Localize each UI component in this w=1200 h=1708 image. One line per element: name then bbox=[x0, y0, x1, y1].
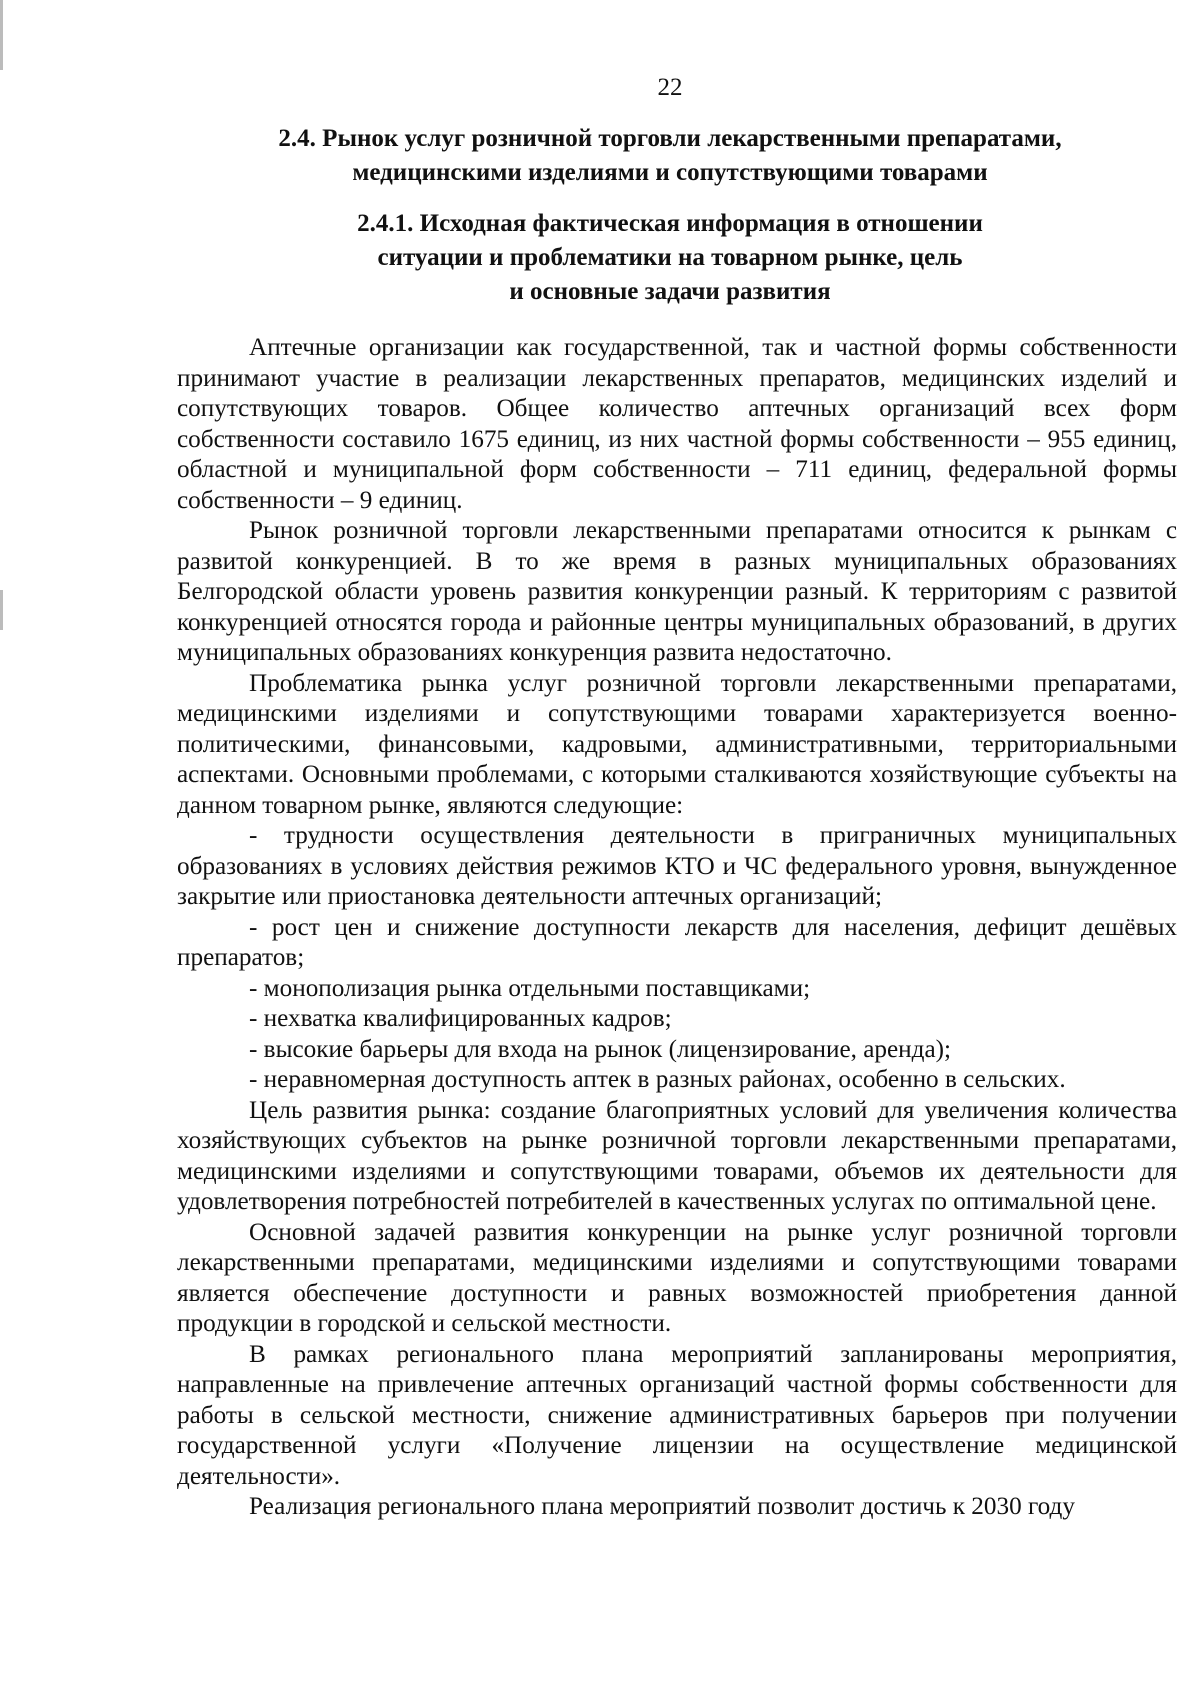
scan-edge-mark bbox=[0, 590, 3, 630]
paragraph: Основной задачей развития конкуренции на рынке услуг розничной торговли лекарственными препаратами, медицинскими изделиями и сопутствующими товарами является обеспечение доступности и равных возможностей приобретения данной продукции в городской и сельской местности. bbox=[177, 1218, 1177, 1337]
list-item: - нехватка квалифицированных кадров; bbox=[249, 1005, 672, 1032]
scan-edge-mark bbox=[0, 0, 3, 70]
section-title-line: 2.4. Рынок услуг розничной торговли лекарственными препаратами, bbox=[278, 125, 1062, 152]
paragraph: Проблематика рынка услуг розничной торговли лекарственными препаратами, медицинскими изделиями и сопутствующими товарами характеризуется военно-политическими, финансовыми, кадровыми, административными, территориальными аспектами. Основными проблемами, с которыми сталкиваются хозяйствующие субъекты на данном товарном рынке, являются следующие: bbox=[177, 669, 1177, 819]
paragraph: В рамках регионального плана мероприятий запланированы мероприятия, направленные на привлечение аптечных организаций частной формы собственности для работы в сельской местности, снижение административных барьеров при получении государственной услуги «Получение лицензии на осуществление медицинской деятельности». bbox=[177, 1340, 1177, 1490]
list-item: - неравномерная доступность аптек в разных районах, особенно в сельских. bbox=[249, 1066, 1066, 1093]
page-number: 22 bbox=[657, 74, 683, 101]
body-text bbox=[177, 333, 1177, 1523]
section-title-line: медицинскими изделиями и сопутствующими товарами bbox=[352, 159, 988, 186]
paragraph: Реализация регионального плана мероприятий позволит достичь к 2030 году bbox=[249, 1493, 1075, 1520]
section-title bbox=[0, 122, 1200, 190]
subsection-title-line: и основные задачи развития bbox=[509, 278, 831, 305]
paragraph: Рынок розничной торговли лекарственными препаратами относится к рынкам с развитой конкуренцией. В то же время в разных муниципальных образованиях Белгородской области уровень развития конкуренции разный. К территориям с развитой конкуренцией относятся города и районные центры муниципальных образований, в других муниципальных образованиях конкуренция развита недостаточно. bbox=[177, 517, 1177, 666]
paragraph: Аптечные организации как государственной, так и частной формы собственности принимают участие в реализации лекарственных препаратов, медицинских изделий и сопутствующих товаров. Общее количество аптечных организаций всех форм собственности составило 1675 единиц, из них частной формы собственности – 955 единиц, областной и муниципальной форм собственности – 711 единиц, федеральной формы собственности – 9 единиц. bbox=[177, 334, 1177, 514]
list-item: - рост цен и снижение доступности лекарств для населения, дефицит дешёвых препаратов; bbox=[177, 913, 1177, 971]
paragraph: Цель развития рынка: создание благоприятных условий для увеличения количества хозяйствующих субъектов на рынке розничной торговли лекарственными препаратами, медицинскими изделиями и сопутствующими товарами, объемов их деятельности для удовлетворения потребностей потребителей в качественных услугах по оптимальной цене. bbox=[177, 1096, 1177, 1215]
subsection-title-line: 2.4.1. Исходная фактическая информация в отношении bbox=[357, 210, 983, 237]
list-item: - трудности осуществления деятельности в приграничных муниципальных образованиях в условиях действия режимов КТО и ЧС федерального уровня, вынужденное закрытие или приостановка деятельности аптечных организаций; bbox=[177, 822, 1177, 910]
list-item: - высокие барьеры для входа на рынок (лицензирование, аренда); bbox=[249, 1035, 952, 1063]
list-item: - монополизация рынка отдельными поставщиками; bbox=[249, 974, 811, 1002]
subsection-title bbox=[0, 207, 1200, 309]
subsection-title-line: ситуации и проблематики на товарном рынке, цель bbox=[377, 244, 963, 271]
